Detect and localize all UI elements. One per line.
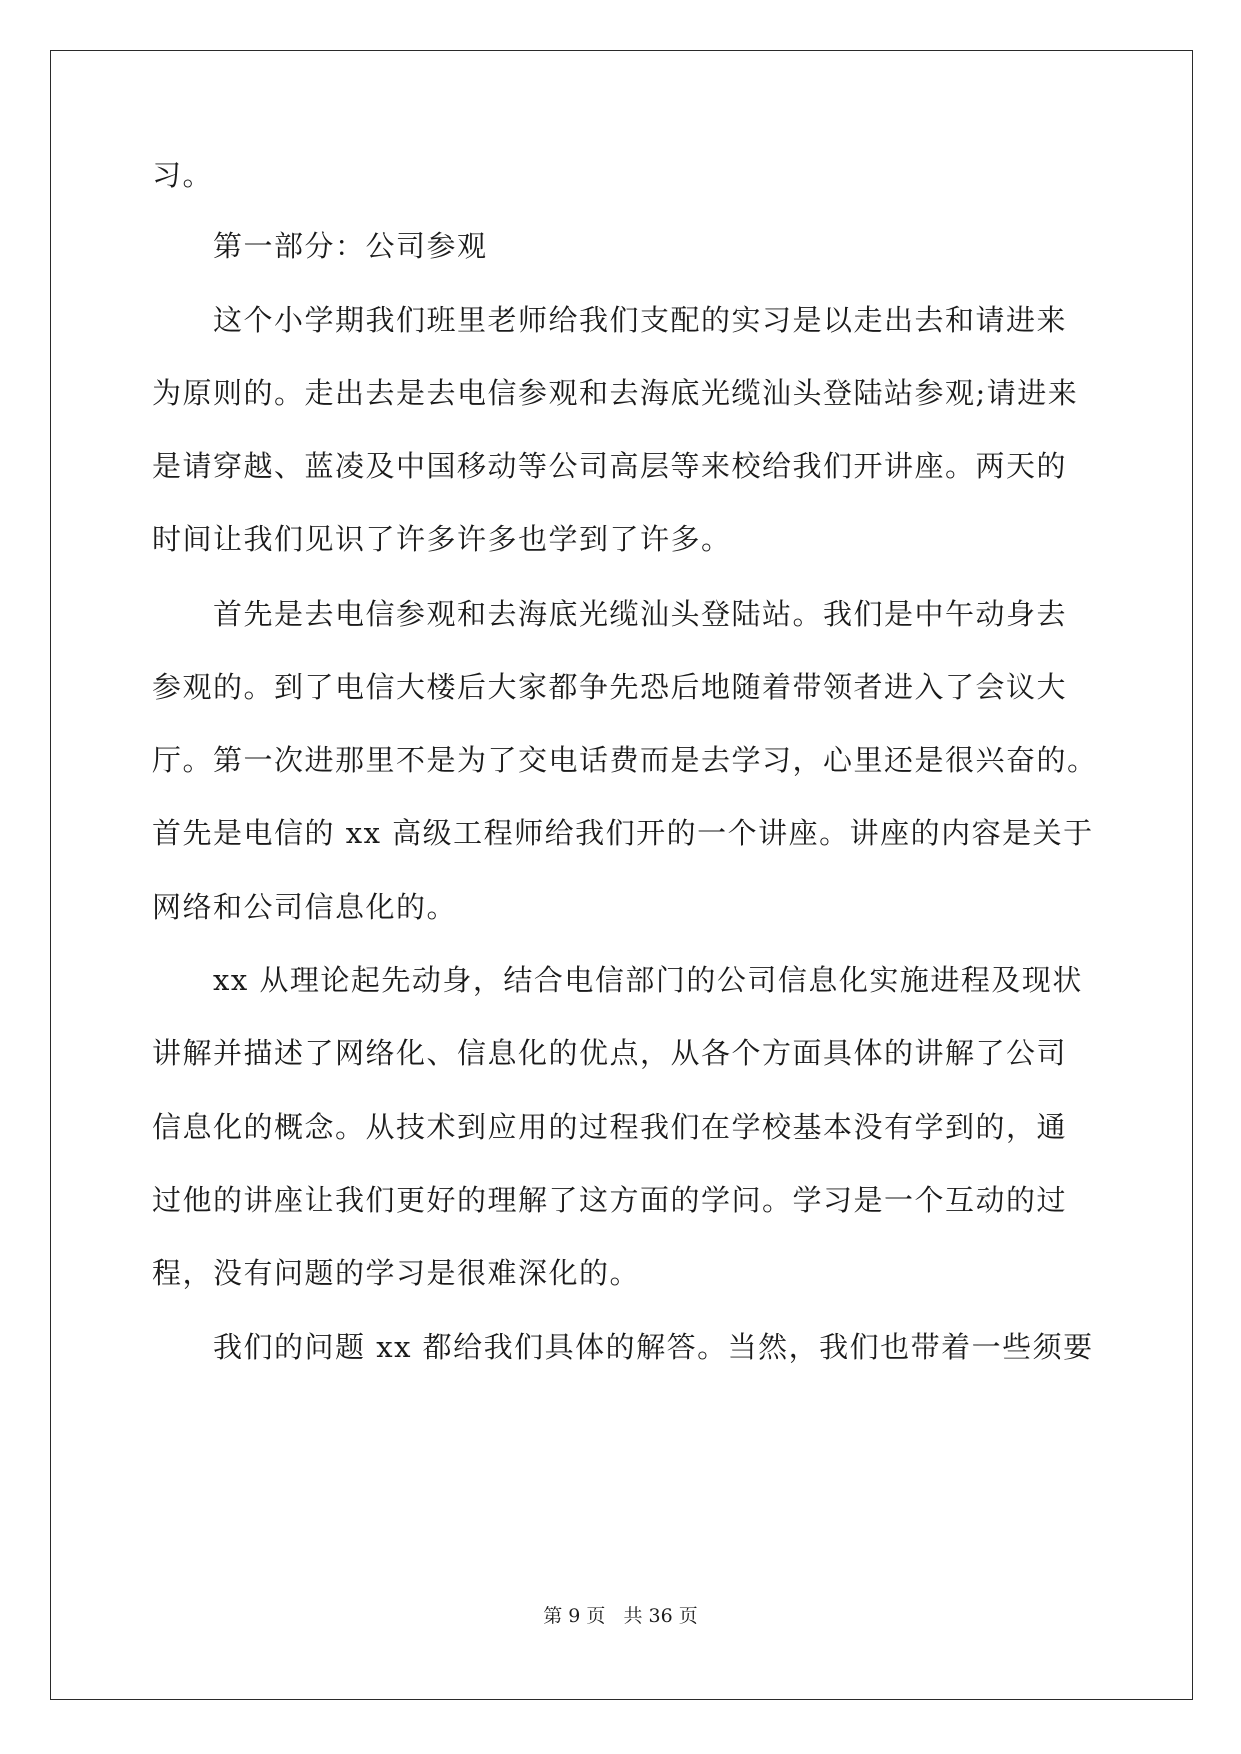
text-line: 过他的讲座让我们更好的理解了这方面的学问。学习是一个互动的过 <box>152 1183 1068 1217</box>
text-line: 讲解并描述了网络化、信息化的优点，从各个方面具体的讲解了公司 <box>152 1036 1068 1070</box>
text-line: 参观的。到了电信大楼后大家都争先恐后地随着带领者进入了会议大 <box>152 670 1068 704</box>
text-line: 首先是电信的 xx 高级工程师给我们开的一个讲座。讲座的内容是关于 <box>152 816 1094 850</box>
text-line: 为原则的。走出去是去电信参观和去海底光缆汕头登陆站参观;请进来 <box>152 376 1079 410</box>
section-heading: 第一部分：公司参观 <box>213 229 488 263</box>
text-line: 网络和公司信息化的。 <box>152 890 458 924</box>
text-line: xx 从理论起先动身，结合电信部门的公司信息化实施进程及现状 <box>213 963 1083 997</box>
text-line: 厅。第一次进那里不是为了交电话费而是去学习，心里还是很兴奋的。 <box>152 743 1098 777</box>
text-line: 习。 <box>152 158 214 192</box>
text-line: 时间让我们见识了许多许多也学到了许多。 <box>152 522 732 556</box>
text-line: 这个小学期我们班里老师给我们支配的实习是以走出去和请进来 <box>213 303 1068 337</box>
page-number-footer: 第 9 页 共 36 页 <box>543 1605 698 1627</box>
text-line: 程，没有问题的学习是很难深化的。 <box>152 1256 641 1290</box>
text-line: 我们的问题 xx 都给我们具体的解答。当然，我们也带着一些须要 <box>213 1330 1094 1364</box>
text-line: 信息化的概念。从技术到应用的过程我们在学校基本没有学到的，通 <box>152 1110 1068 1144</box>
page-border <box>50 50 1193 1700</box>
text-line: 首先是去电信参观和去海底光缆汕头登陆站。我们是中午动身去 <box>213 597 1068 631</box>
text-line: 是请穿越、蓝凌及中国移动等公司高层等来校给我们开讲座。两天的 <box>152 449 1068 483</box>
